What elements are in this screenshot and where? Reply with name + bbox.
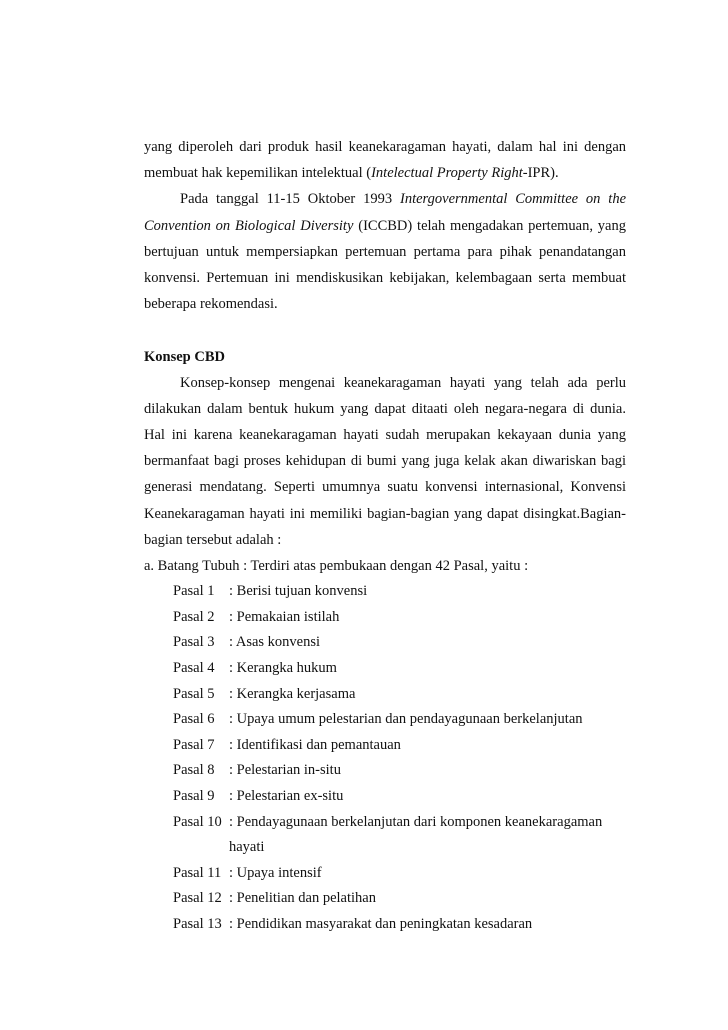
list-item (144, 861, 626, 887)
text-run: membuat hak kepemilikan intelektual ( (144, 165, 372, 182)
pasal-label: Pasal 9 (173, 787, 215, 804)
italic-term: Convention on Biological Diversity (144, 217, 354, 234)
pasal-text: : Kerangka hukum (229, 659, 337, 676)
pasal-text: : Pendidikan masyarakat dan peningkatan kesadaran (229, 915, 533, 932)
italic-term: Intelectual Property Right (371, 165, 523, 182)
list-item (144, 912, 626, 938)
spacer (144, 317, 626, 343)
pasal-text: : Pendayagunaan berkelanjutan dari komponen keanekaragaman (229, 813, 603, 830)
pasal-label: Pasal 10 (173, 813, 222, 830)
list-item (144, 579, 626, 605)
list-item (144, 784, 626, 810)
list-item (144, 605, 626, 631)
paragraph-line: konvensi. Pertemuan ini mendiskusikan kebijakan, kelembagaan serta membuat (144, 269, 626, 286)
paragraph-line: dilakukan dalam bentuk hukum yang dapat ditaati oleh negara-negara di dunia. (144, 400, 626, 417)
document-page (144, 134, 626, 938)
list-item (144, 758, 626, 784)
pasal-text: : Upaya intensif (229, 864, 322, 881)
list-item-continuation: hayati (229, 839, 265, 856)
text-run: -IPR). (522, 165, 559, 182)
list-item (144, 733, 626, 759)
pasal-label: Pasal 13 (173, 915, 222, 932)
paragraph-line: Hal ini karena keanekaragaman hayati sudah merupakan kekayaan dunia yang (144, 427, 626, 444)
pasal-label: Pasal 5 (173, 685, 215, 702)
pasal-text: : Berisi tujuan konvensi (229, 583, 368, 600)
paragraph-line: Keanekaragaman hayati ini memiliki bagian-bagian yang dapat disingkat.Bagian- (144, 505, 626, 522)
pasal-label: Pasal 3 (173, 634, 215, 651)
pasal-text: : Penelitian dan pelatihan (229, 890, 376, 907)
list-item (144, 656, 626, 682)
pasal-text: : Upaya umum pelestarian dan pendayagunaan berkelanjutan (229, 711, 583, 728)
list-item (144, 682, 626, 708)
pasal-label: Pasal 11 (173, 864, 222, 881)
paragraph-line: bertujuan untuk mempersiapkan pertemuan pertama para pihak penandatangan (144, 243, 626, 260)
text-run: Pada tanggal 11-15 Oktober 1993 (180, 191, 400, 208)
pasal-label: Pasal 8 (173, 762, 215, 779)
pasal-label: Pasal 6 (173, 711, 215, 728)
pasal-text: : Asas konvensi (229, 634, 321, 651)
paragraph-line: yang diperoleh dari produk hasil keanekaragaman hayati, dalam hal ini dengan (144, 139, 626, 155)
list-item (144, 886, 626, 912)
paragraph-line (144, 186, 626, 212)
italic-term: Intergovernmental Committee on the (400, 191, 627, 208)
pasal-text: : Kerangka kerjasama (229, 685, 356, 702)
paragraph-line: bagian tersebut adalah : (144, 531, 282, 548)
list-item (144, 707, 626, 733)
paragraph-line (144, 213, 626, 239)
list-item (144, 810, 626, 836)
pasal-text: : Pelestarian ex-situ (229, 787, 344, 804)
pasal-text: : Identifikasi dan pemantauan (229, 736, 401, 753)
paragraph-line: bermanfaat bagi proses kehidupan di bumi yang juga kelak akan diwariskan bagi (144, 453, 626, 470)
paragraph-line: Konsep-konsep mengenai keanekaragaman hayati yang telah ada perlu (180, 374, 626, 391)
pasal-text: : Pemakaian istilah (229, 608, 340, 625)
paragraph-line: beberapa rekomendasi. (144, 296, 278, 313)
paragraph-line: generasi mendatang. Seperti umumnya suatu konvensi internasional, Konvensi (144, 479, 626, 496)
section-heading: Konsep CBD (144, 348, 225, 365)
text-run: (ICCBD) telah mengadakan pertemuan, yang (353, 217, 626, 234)
pasal-label: Pasal 2 (173, 608, 215, 625)
list-intro: a. Batang Tubuh : Terdiri atas pembukaan dengan 42 Pasal, yaitu : (144, 558, 529, 574)
list-item (144, 630, 626, 656)
pasal-text: : Pelestarian in-situ (229, 762, 341, 779)
pasal-label: Pasal 4 (173, 659, 215, 676)
pasal-label: Pasal 1 (173, 583, 215, 600)
pasal-label: Pasal 7 (173, 736, 215, 753)
paragraph-line (144, 160, 626, 186)
pasal-label: Pasal 12 (173, 890, 222, 907)
